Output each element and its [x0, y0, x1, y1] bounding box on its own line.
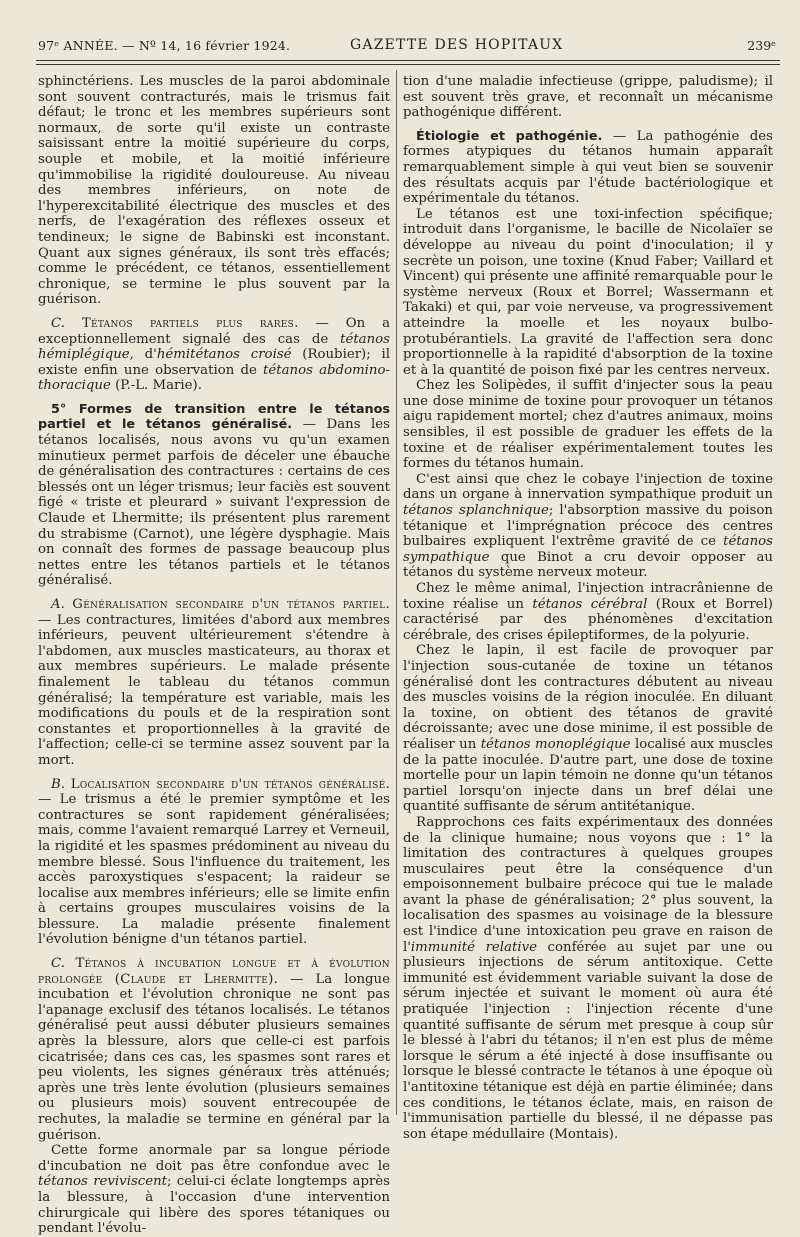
spacer [38, 308, 390, 316]
italic-term: tétanos splanchnique [403, 503, 549, 519]
paragraph [38, 316, 390, 394]
paragraph [38, 402, 390, 589]
text-run: localisé aux muscles de la patte inoculée. D'autre part, une dose de toxine mortelle pour un lapin témoin ne donne qu'un tétanos partiel lorsqu'on injecte dans un bref délai une quantité suffisante de sérum antitétanique. [403, 736, 773, 815]
paragraph [38, 956, 390, 1143]
text-run: (P.-L. Marie). [110, 378, 202, 394]
text-run: Chez le lapin, il est facile de provoquer par l'injection sous-cutanée de toxine un tétanos généralisé dont les contractures débutent au niveau des muscles voisins de la région inoculée. En diluant la toxine, on obtient des tétanos de gravité décroissante; avec une dose minime, il est possible de réaliser un [403, 643, 773, 752]
spacer [38, 589, 390, 597]
section-label: B. [51, 776, 65, 792]
paragraph: Le tétanos est une toxi-infection spécifique; introduit dans l'organisme, le bacille de Nicolaïer se développe au niveau du point d'inoculation; il y secrète un poison, une toxine (Knud Faber; Vaillard et Vincent) qui présente une affinité remarquable pour le système nerveux (Roux et Borrel; Wassermann et Takaki) et qui, par voie nerveuse, va progressivement atteindre la moelle et les noyaux bulbo-protubérantiels. La gravité de l'affection sera donc proportionnelle à la rapidité d'absorption de la toxine et à la quantité de poison fixé par les centres nerveux. [403, 206, 773, 378]
spacer [38, 394, 390, 402]
text-run: — On a exceptionnellement signalé des cas de [38, 315, 391, 347]
spacer [403, 121, 773, 129]
italic-term: immunité relative [410, 939, 537, 955]
paragraph [403, 472, 773, 581]
paragraph [403, 643, 773, 815]
header-rule-thin [36, 64, 780, 65]
text-run: conférée au sujet par une ou plusieurs injections de sérum antitoxique. Cette immunité est évidemment variable suivant la dose de sérum injectée et suivant le moment où aura été pratiquée l'injection : l'injection récente d'une quantité suffisante de sérum met presque à coup sûr le blessé à l'abri du tétanos; il n'en est plus de même lorsque le sérum a été injecté à dose insuffisante ou lorsque le blessé contracte le tétanos à une époque où l'antitoxine tétanique est déjà en partie éliminée; dans ces conditions, le tétanos éclate, mais, en raison de l'immunisation partielle du blessé, il ne dépasse pas son étape médullaire (Montais). [403, 939, 773, 1142]
paragraph [38, 597, 390, 769]
page-header [38, 38, 776, 62]
text-run: (Roubier); il existe enfin une observation de [38, 347, 390, 378]
section-label: C. [51, 956, 65, 972]
paragraph [403, 815, 773, 1142]
text-run: C'est ainsi que chez le cobaye l'injection de toxine dans un organe à innervation sympathique produit un [403, 471, 773, 503]
right-column [403, 74, 773, 1142]
section-heading: Tétanos partiels plus rares. [81, 315, 299, 331]
paragraph: Chez les Solipèdes, il suffit d'injecter sous la peau une dose minime de toxine pour provoquer un tétanos aigu rapidement mortel; chez d'autres animaux, moins sensibles, il est possible de graduer les effets de la toxine et de réaliser expérimentalement toutes les formes du tétanos humain. [403, 378, 773, 472]
text-run: Chez le même animal, l'injection intracrânienne de toxine réalise un [403, 581, 773, 612]
column-divider [396, 70, 397, 1115]
paragraph [403, 129, 773, 207]
journal-title: GAZETTE DES HOPITAUX [350, 37, 564, 53]
section-heading: Généralisation secondaire d'un tétanos partiel. [72, 597, 390, 612]
section-label: C. [51, 315, 65, 331]
paragraph [38, 777, 390, 949]
text-run: que Binot a cru devoir opposer au tétanos du système nerveux moteur. [403, 549, 773, 581]
italic-term: tétanos monoplégique [480, 736, 631, 752]
text-run: Rapprochons ces faits expérimentaux des données de la clinique humaine; nous voyons que : 1° la limitation des contractures à quelques groupes musculaires peut être la conséquence d'un empoisonnement bulbaire précoce qui tue le malade avant la phase de généralisation; 2° plus souvent, la localisation des spasmes au voisinage de la blessure est l'indice d'une intoxication peu grave en raison de l' [403, 814, 773, 955]
spacer [38, 769, 390, 777]
paragraph [403, 581, 773, 643]
paragraph: sphinctériens. Les muscles de la paroi abdominale sont souvent contracturés, mais le trismus fait défaut; le tronc et les membres supérieurs sont normaux, de sorte qu'il existe un contraste saisissant entre la moitié supérieure du corps, souple et mobile, et la moitié inférieure qu'immobilise la rigidité douloureuse. Au niveau des membres inférieurs, on note de l'hyperexcitabilité électrique des muscles et des nerfs, de l'exagération des réflexes osseux et tendineux; le signe de Babinski est inconstant. Quant aux signes généraux, ils sont très effacés; comme le précédent, ce tétanos, essentiellement chronique, se termine le plus souvent par la guérison. [38, 74, 390, 308]
italic-term: tétanos abdomino-thoracique [38, 362, 390, 394]
issue-info: 97ᵉ ANNÉE. — Nº 14, 16 février 1924. [38, 38, 291, 53]
text-run: — La pathogénie des formes atypiques du tétanos humain apparaît remarquablement simple à qui veut bien se souvenir des résultats acquis par l'étude bactériologique et expérimentale du tétanos. [403, 128, 774, 207]
text-run: , d' [129, 347, 157, 363]
italic-term: tétanos hémiplégique [38, 331, 390, 363]
text-run: — Le trismus a été le premier symptôme et les contractures se sont rapidement généralisées; mais, comme l'avaient remarqué Larrey et Verneuil, la rigidité et les spasmes prédominent au niveau du membre blessé. Sous l'influence du traitement, les accès paroxystiques s'espacent; la raideur se localise aux membres inférieurs; elle se limite enfin à certains groupes musculaires voisins de la blessure. La maladie présente finalement l'évolution bénigne d'un tétanos partiel. [38, 792, 390, 948]
section-label: A. [51, 597, 65, 612]
section-heading: Tétanos à incubation longue et à évolution prolongée (Claude et Lhermitte). [38, 956, 390, 987]
paragraph: tion d'une maladie infectieuse (grippe, paludisme); il est souvent très grave, et reconnaît un mécanisme pathogénique différent. [403, 74, 773, 121]
text-run: ; celui-ci éclate longtemps après la blessure, à l'occasion d'une intervention chirurgicale qui libère des spores tétaniques ou pendant l'évolu- [38, 1174, 391, 1237]
section-heading: Localisation secondaire d'un tétanos généralisé. [70, 776, 391, 792]
spacer [38, 948, 390, 956]
text-run: — La longue incubation et l'évolution chronique ne sont pas l'apanage exclusif des tétanos localisés. Le tétanos généralisé peut aussi débuter plusieurs semaines après la blessure, alors que celle-ci est parfois cicatrisée; dans ces cas, les spasmes sont rares et peu violents, les signes généraux très atténués; après une très lente évolution (plusieurs semaines ou plusieurs mois) souvent entrecoupée de rechutes, la maladie se termine en général par la guérison. [38, 971, 390, 1143]
left-column [38, 74, 390, 1237]
italic-term: tétanos cérébral [532, 596, 648, 612]
paragraph [38, 1143, 390, 1237]
text-run: Cette forme anormale par sa longue période d'incubation ne doit pas être confondue avec le [38, 1143, 390, 1174]
header-rule-thick [36, 60, 780, 61]
page-number: 239ᵉ [747, 38, 776, 53]
italic-term: tétanos reviviscent [38, 1174, 167, 1190]
text-run: ; l'absorption massive du poison tétanique et l'imprégnation précoce des centres bulbaires expliquent l'extrême gravité de ce [403, 503, 773, 550]
text-run: — Dans les tétanos localisés, nous avons vu qu'un examen minutieux permet parfois de déceler une ébauche de généralisation des contractures : certains de ces blessés ont un léger trismus; leur faciès est souvent figé « triste et pleurard » suivant l'expression de Claude et Lhermitte; ils présentent plus rarement du strabisme (Carnot), une légère dysphagie. Mais on connaît des formes de passage beaucoup plus nettes entre les tétanos partiels et le tétanos généralisé. [38, 417, 390, 589]
text-run: (Roux et Borrel) caractérisé par des phénomènes d'excitation cérébrale, des crises épileptiformes, de la polyurie. [403, 596, 773, 643]
text-run: — Les contractures, limitées d'abord aux membres inférieurs, peuvent ultérieurement s'étendre à l'abdomen, aux muscles masticateurs, au thorax et aux membres supérieurs. Le malade présente finalement le tableau du tétanos commun généralisé; la température est variable, mais les modifications du pouls et de la respiration sont constantes et proportionnelles à la gravité de l'affection; celle-ci se termine assez souvent par la mort. [38, 612, 390, 768]
italic-term: tétanos sympathique [403, 534, 773, 565]
section-heading: 5° Formes de transition entre le tétanos partiel et le tétanos généralisé. [38, 401, 390, 433]
italic-term: hémitétanos croisé [156, 347, 292, 363]
section-heading: Étiologie et pathogénie. [416, 128, 603, 144]
